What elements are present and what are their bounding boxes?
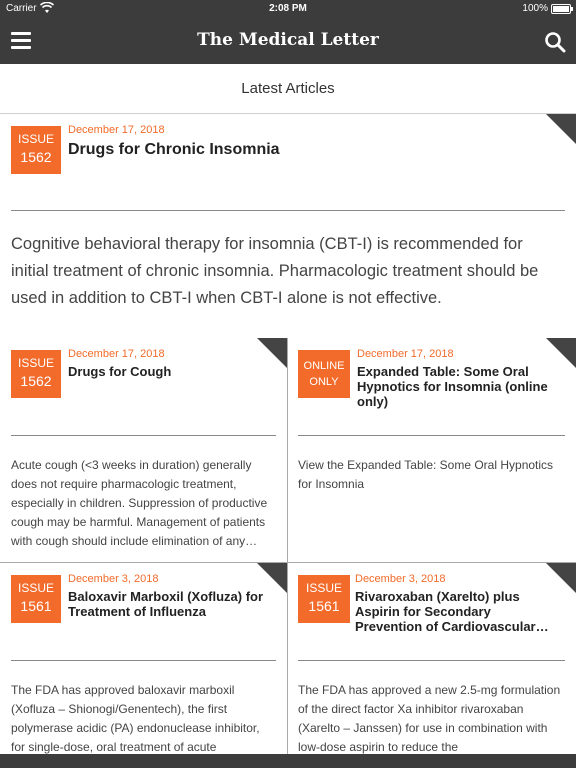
divider (11, 435, 276, 436)
bottom-bar (0, 754, 576, 768)
corner-fold-icon (257, 338, 287, 368)
article-title[interactable]: Baloxavir Marboxil (Xofluza) for Treatment of Influenza (68, 589, 264, 619)
divider (11, 660, 276, 661)
online-only-badge: ONLINE ONLY (298, 350, 350, 398)
divider (298, 435, 565, 436)
issue-badge: ISSUE 1561 (11, 575, 61, 623)
article-title[interactable]: Drugs for Cough (68, 364, 172, 379)
divider (11, 210, 565, 211)
article-date: December 17, 2018 (68, 348, 165, 360)
article-date: December 17, 2018 (68, 124, 165, 136)
article-card-featured[interactable] (0, 114, 576, 339)
corner-fold-icon (546, 114, 576, 144)
issue-badge: ISSUE 1561 (298, 575, 350, 623)
divider (298, 660, 565, 661)
article-title[interactable]: Expanded Table: Some Oral Hypnotics for Insomnia (online only) (357, 364, 548, 409)
article-summary: Acute cough (<3 weeks in duration) generally does not require pharmacologic treatment, especially in children. Suppression of productive cough may be harmful. Management of patients with cough should include elimination of any… (11, 458, 268, 548)
article-card[interactable] (0, 338, 288, 563)
article-summary: Cognitive behavioral therapy for insomnia (CBT-I) is recommended for initial treatment of chronic insomnia. Pharmacologic treatment should be used in addition to CBT-I when CBT-I alone is not effective. (11, 235, 539, 307)
status-bar (0, 0, 576, 18)
carrier-label: Carrier (6, 3, 37, 14)
article-card[interactable] (288, 563, 576, 754)
article-title[interactable]: Drugs for Chronic Insomnia (68, 141, 280, 158)
article-summary: The FDA has approved baloxavir marboxil (Xofluza – Shionogi/Genentech), the first polymerase acidic (PA) endonuclease inhibitor, for single-dose, oral treatment of acute (11, 683, 260, 754)
article-date: December 3, 2018 (68, 573, 159, 585)
issue-badge: ISSUE 1562 (11, 350, 61, 398)
article-card[interactable] (0, 563, 288, 754)
article-date: December 17, 2018 (357, 348, 454, 360)
section-title: Latest Articles (0, 64, 576, 114)
article-summary: View the Expanded Table: Some Oral Hypnotics for Insomnia (298, 458, 554, 491)
issue-badge: ISSUE 1562 (11, 126, 61, 174)
nav-bar (0, 18, 576, 64)
article-title[interactable]: Rivaroxaban (Xarelto) plus Aspirin for Secondary Prevention of Cardiovascular… (355, 589, 549, 634)
clock: 2:08 PM (269, 3, 307, 14)
article-card[interactable] (288, 338, 576, 563)
battery-percent: 100% (522, 3, 548, 14)
search-icon[interactable] (544, 31, 566, 53)
article-summary: The FDA has approved a new 2.5-mg formulation of the direct factor Xa inhibitor rivaroxaban (Xarelto – Janssen) for use in combination with low-dose aspirin to reduce the (298, 683, 561, 754)
app-title: The Medical Letter (197, 30, 379, 50)
battery-icon (551, 4, 571, 14)
article-date: December 3, 2018 (355, 573, 446, 585)
